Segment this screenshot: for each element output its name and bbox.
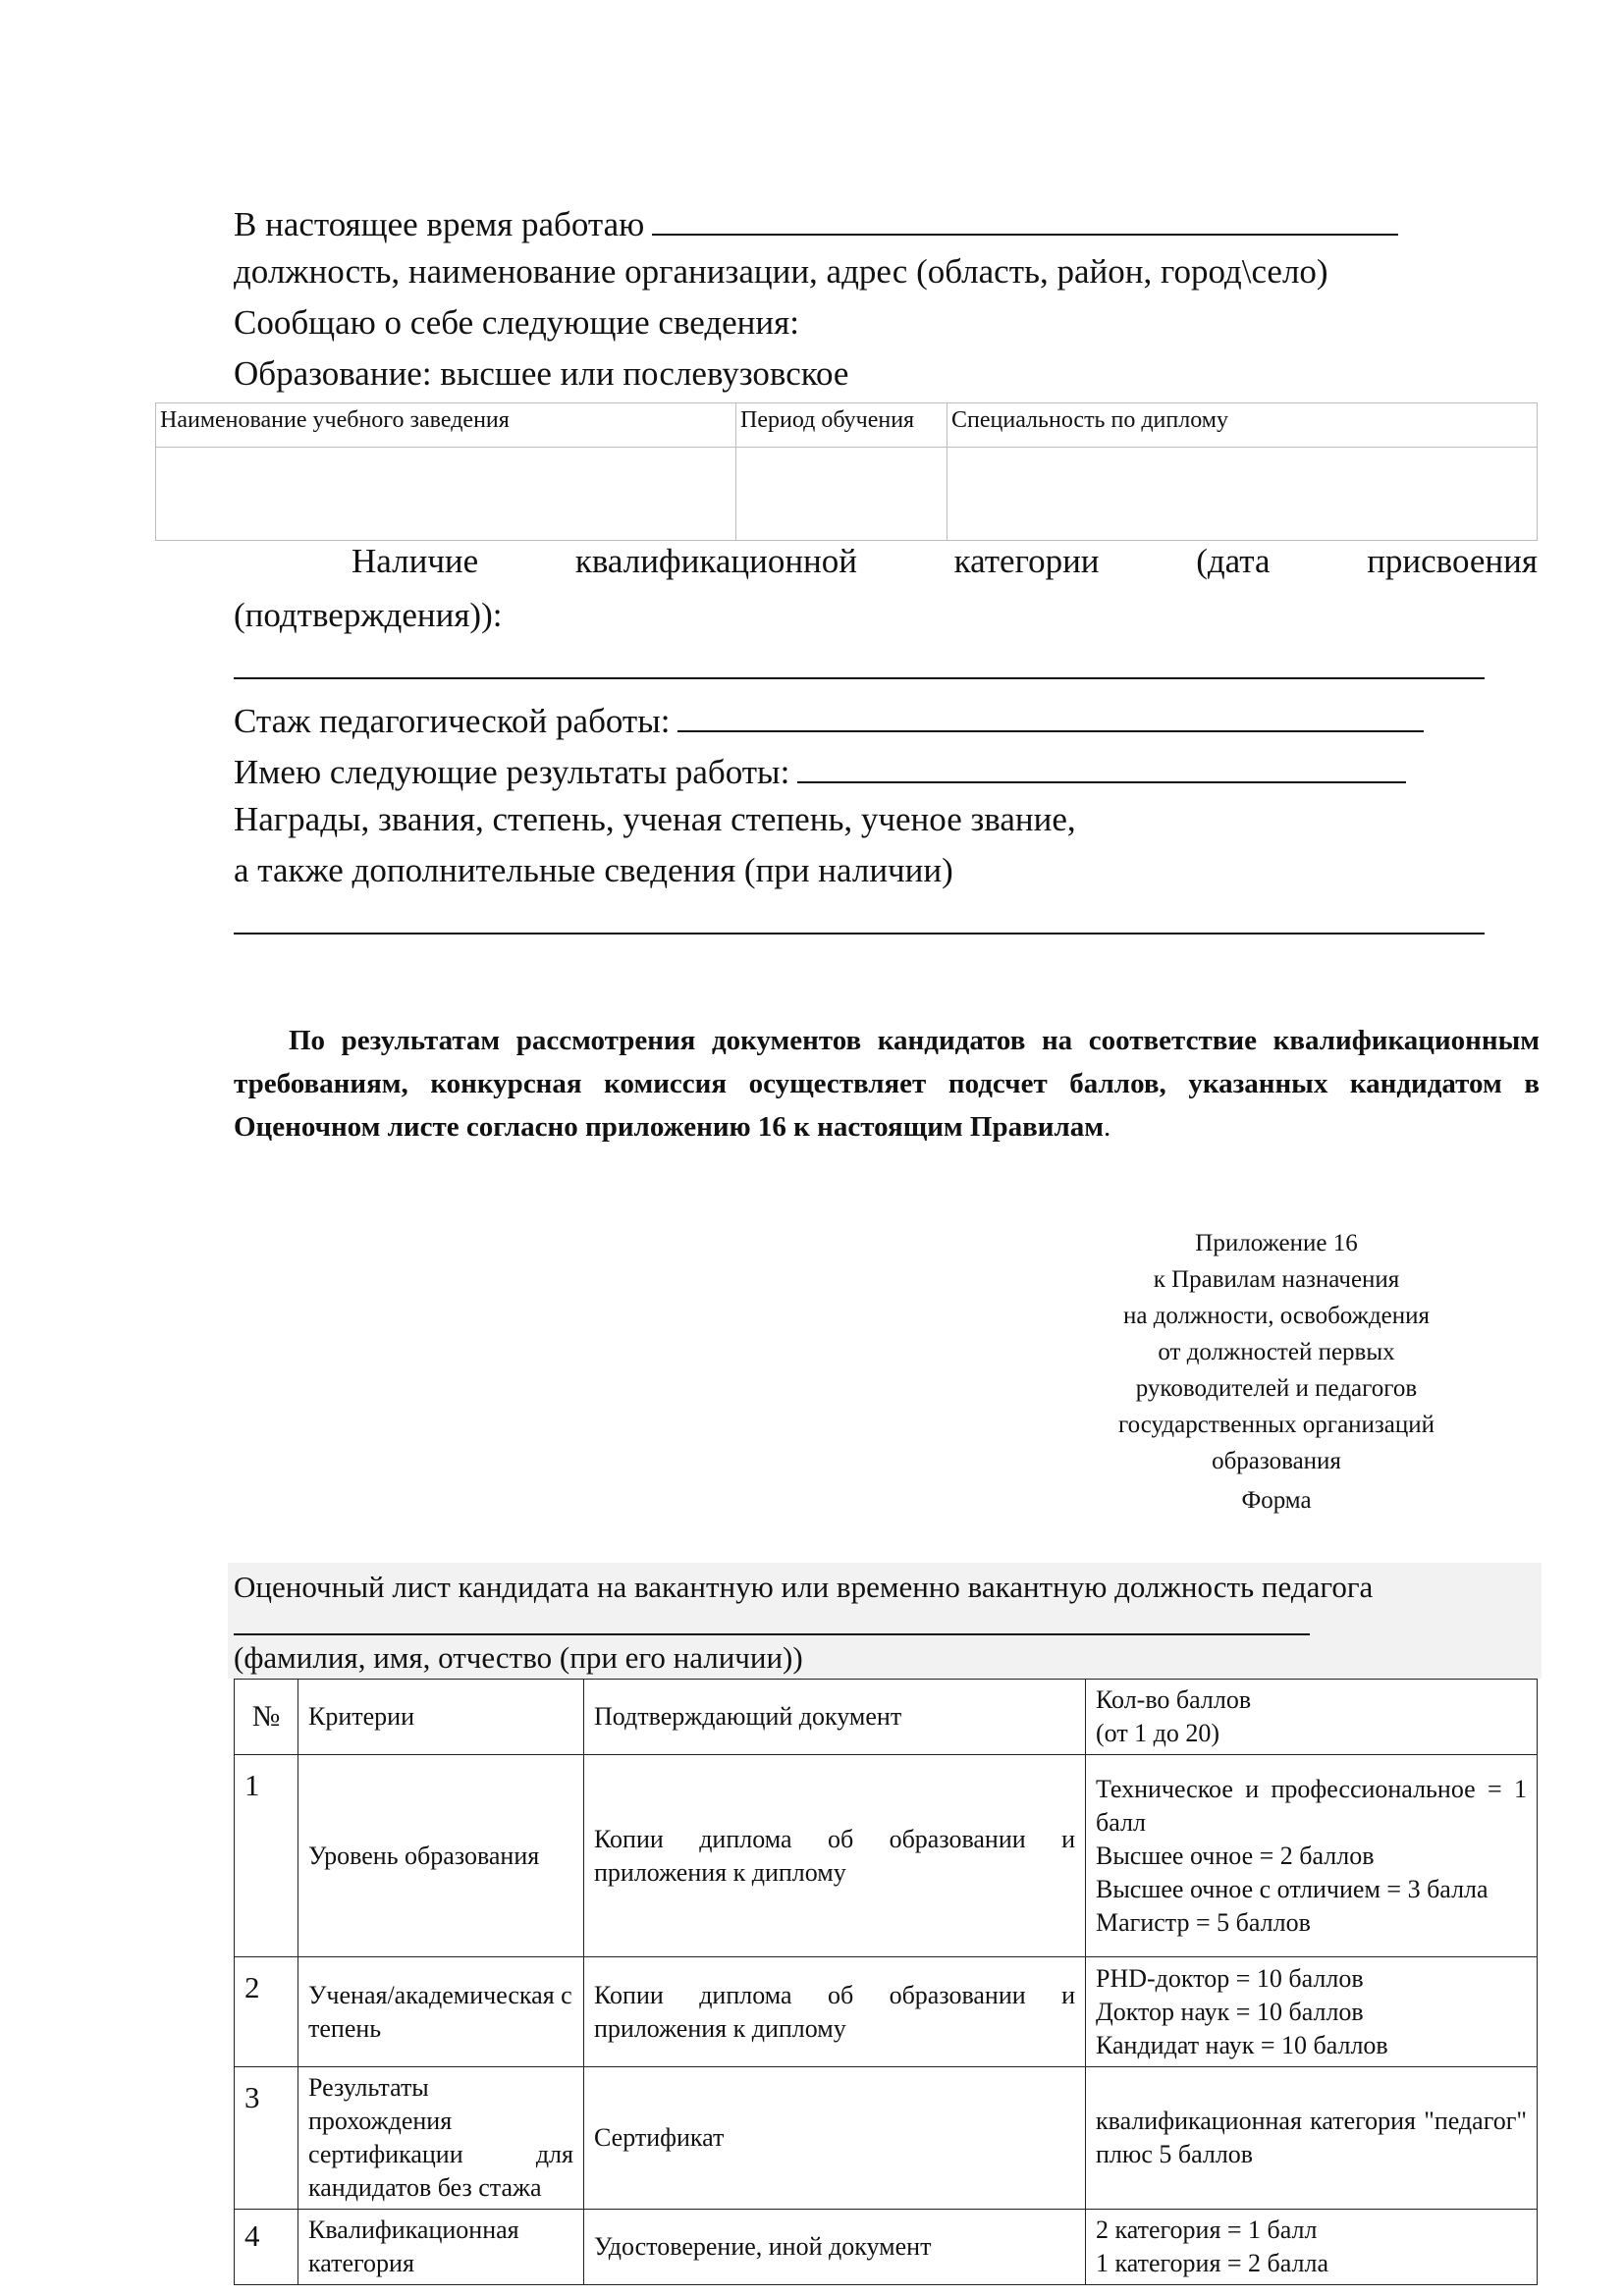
qual-word: (дата (1196, 542, 1271, 580)
row-document: Удостоверение, иной документ (584, 2210, 1086, 2285)
current-job-line (234, 196, 1398, 249)
row-document: Копии диплома об образовании и приложения к диплому (584, 1957, 1086, 2067)
header-document-text: Подтверждающий документ (594, 1702, 902, 1731)
period-cell[interactable] (736, 448, 947, 541)
qualification-line (352, 542, 1538, 581)
institution-cell[interactable] (156, 448, 736, 541)
header-number: № (235, 1680, 298, 1755)
current-job-blank[interactable] (652, 196, 1398, 236)
points-item: 2 категория = 1 балл (1096, 2216, 1318, 2244)
header-points (1086, 1680, 1538, 1755)
experience-blank[interactable] (677, 693, 1424, 732)
row-points (1086, 2210, 1538, 2285)
annex-block (1060, 1225, 1492, 1519)
col-specialty: Специальность по диплому (947, 403, 1538, 448)
points-item: PHD-доктор = 10 баллов (1096, 1963, 1364, 1993)
row-number: 3 (235, 2067, 298, 2210)
points-item: Доктор наук = 10 баллов (1096, 1997, 1364, 2026)
scoring-paragraph-text: По результатам рассмотрения документов кандидатов на соответствие квалификационным требованиям, конкурсная комиссия осуществляет подсчет баллов, указанных кандидатом в Оценочном листе согласно приложению 16 к настоящим Правилам (234, 1025, 1540, 1143)
education-line: Образование: высшее или послевузовское (234, 354, 849, 393)
row-number: 4 (235, 2210, 298, 2285)
row-points (1086, 1755, 1538, 1957)
awards-line-2: а также дополнительные сведения (при наличии) (234, 851, 953, 889)
annex-line: к Правилам назначения (1153, 1266, 1400, 1293)
row-points (1086, 1957, 1538, 2067)
form-label: Форма (1241, 1487, 1312, 1514)
header-criteria: Критерии (298, 1680, 584, 1755)
annex-line: образования (1212, 1448, 1341, 1474)
table-row (235, 1957, 1538, 2067)
results-label: Имею следующие результаты работы: (234, 753, 790, 791)
qual-word: категории (953, 542, 1100, 580)
specialty-cell[interactable] (947, 448, 1538, 541)
experience-label: Стаж педагогической работы: (234, 702, 671, 740)
awards-blank[interactable] (234, 933, 1485, 934)
current-job-label: В настоящее время работаю (234, 205, 645, 243)
annex-line: государственных организаций (1117, 1412, 1435, 1438)
annex-line: руководителей и педагогов (1135, 1375, 1418, 1402)
row-number: 1 (235, 1755, 298, 1957)
qual-word: квалификационной (574, 542, 858, 580)
row-number: 2 (235, 1957, 298, 2067)
table-row (235, 2210, 1538, 2285)
results-blank[interactable] (797, 744, 1406, 783)
row-criteria: Ученая/академическая степень (298, 1957, 584, 2067)
header-points-line: (от 1 до 20) (1096, 1719, 1220, 1747)
score-table-header (235, 1680, 1538, 1755)
header-points-line: Кол-во баллов (1096, 1685, 1252, 1714)
scoring-paragraph-end: . (1104, 1111, 1111, 1143)
qualification-blank[interactable] (234, 677, 1485, 679)
row-points (1086, 2067, 1538, 2210)
education-table-row (156, 448, 1538, 541)
table-row (235, 1755, 1538, 1957)
education-table-header (156, 403, 1538, 448)
qualification-cont: (подтверждения)): (234, 596, 503, 634)
score-table (234, 1679, 1538, 2285)
sheet-title: Оценочный лист кандидата на вакантную или временно вакантную должность педагога (234, 1570, 1374, 1604)
row-criteria: Результаты прохождения сертификации для кандидатов без стажа (298, 2067, 584, 2210)
about-self-line: Сообщаю о себе следующие сведения: (234, 303, 799, 342)
qual-word: Наличие (352, 542, 479, 580)
points-item: Высшее очное = 2 баллов (1096, 1841, 1375, 1870)
education-table (155, 402, 1538, 541)
row-criteria: Квалификационная категория (298, 2210, 584, 2285)
points-item: Техническое и профессиональное = 1 балл (1096, 1774, 1527, 1837)
awards-line-1: Награды, звания, степень, ученая степень, ученое звание, (234, 800, 1076, 838)
points-item: квалификационная категория "педагог" плюс 5 баллов (1096, 2107, 1527, 2168)
row-document: Сертификат (584, 2067, 1086, 2210)
points-item: Магистр = 5 баллов (1096, 1907, 1311, 1937)
candidate-name-hint: (фамилия, имя, отчество (при его наличии)) (234, 1640, 803, 1675)
annex-line: Приложение 16 (1195, 1230, 1358, 1256)
qual-word: присвоения (1367, 542, 1538, 580)
table-row (235, 2067, 1538, 2210)
points-item: Кандидат наук = 10 баллов (1096, 2030, 1388, 2059)
candidate-name-blank[interactable] (234, 1633, 1310, 1635)
row-document: Копии диплома об образовании и приложения к диплому (584, 1755, 1086, 1957)
col-period: Период обучения (736, 403, 947, 448)
row-criteria: Уровень образования (298, 1755, 584, 1957)
col-institution: Наименование учебного заведения (156, 403, 736, 448)
annex-line: на должности, освобождения (1122, 1303, 1431, 1329)
scoring-paragraph (234, 1019, 1540, 1148)
results-line (234, 744, 1406, 797)
points-item: Высшее очное с отличием = 3 балла (1096, 1874, 1489, 1903)
points-item: 1 категория = 2 балла (1096, 2249, 1329, 2277)
header-document (584, 1680, 1086, 1755)
experience-line (234, 693, 1424, 746)
position-hint: должность, наименование организации, адрес (область, район, город\село) (234, 252, 1328, 291)
annex-line: от должностей первых (1158, 1339, 1395, 1365)
